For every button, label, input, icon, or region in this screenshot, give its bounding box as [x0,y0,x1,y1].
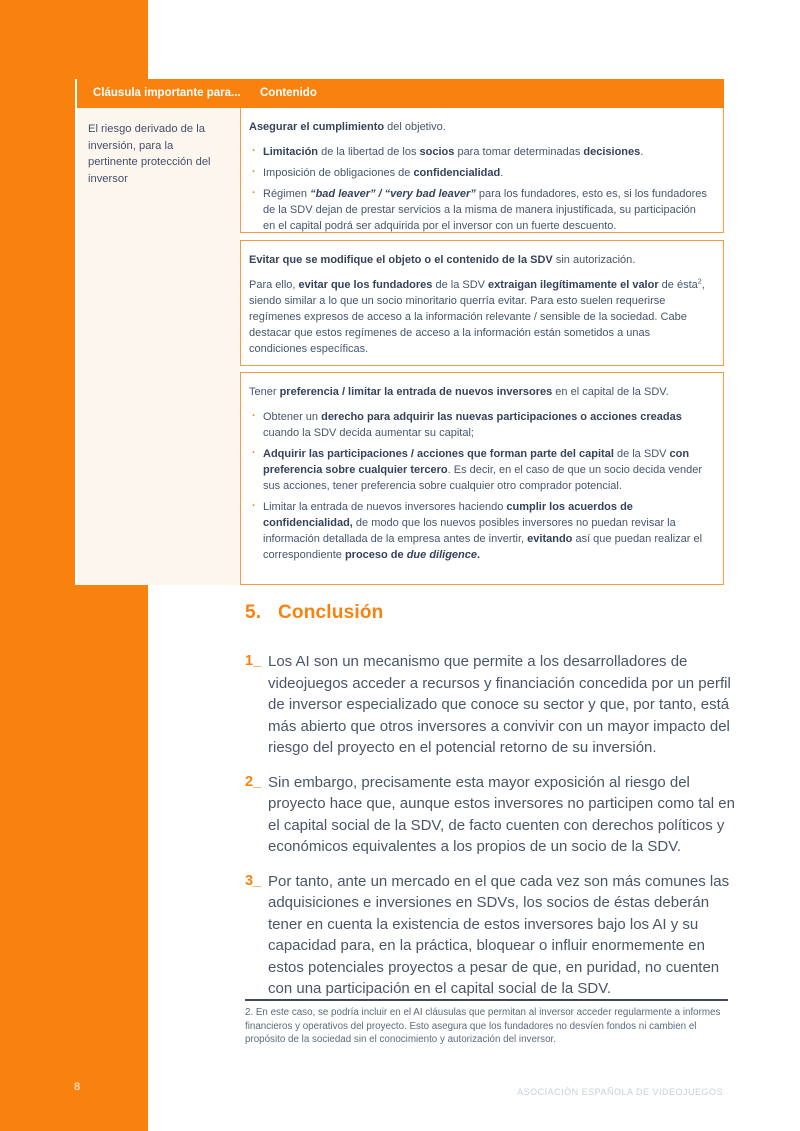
item-text: Por tanto, ante un mercado en el que cada vez son más comunes las adquisiciones e inversiones en SDVs, los socios de éstas deberán tener en cuenta la existencia de estos inversores bajo los AI y su capacidad para, en la práctica, bloquear o influir enormemente en estos potenciales proyectos a pesar de que, en puridad, no cuenten con una participación en el capital social de la SDV. [268,872,730,997]
block1-bullet-list [249,144,709,234]
item-marker: 3_ [245,872,262,889]
bullet-item: · Imposición de obligaciones de confidencialidad. [249,165,709,181]
page-number: 8 [74,1081,81,1093]
section-heading-conclusion [245,602,383,624]
footnote-divider [245,999,728,1001]
table-header-row [77,79,724,108]
conclusion-item-3 [245,871,735,1000]
table-header-contenido: Contenido [260,87,317,99]
table-content-column [240,108,724,585]
section-number: 5. [245,602,262,623]
conclusion-item-2 [245,772,735,858]
section-title: Conclusión [278,602,384,623]
content-block-preferencia [240,372,724,585]
bullet-item: · Limitar la entrada de nuevos inversores haciendo cumplir los acuerdos de confidencialidad, de modo que los nuevos posibles inversores no puedan revisar la información detallada de la empresa antes de invertir, evitando así que puedan realizar el correspondiente proceso de due diligence. [249,499,709,563]
item-text: Los AI son un mecanismo que permite a los desarrolladores de videojuegos acceder a recursos y financiación concedida por un perfil de inversor especializado que conoce su sector y que, por tanto, está más abierto que otros inversores a convivir con un mayor impacto del riesgo del proyecto en el potencial retorno de su inversión. [268,653,731,756]
block2-intro: Evitar que se modifique el objeto o el contenido de la SDV sin autorización. [249,254,636,266]
conclusion-list [245,651,735,1013]
block3-intro: Tener preferencia / limitar la entrada de nuevos inversores en el capital de la SDV. [249,386,669,398]
item-text: Sin embargo, precisamente esta mayor exposición al riesgo del proyecto hace que, aunque estos inversores no participen como tal en el capital social de la SDV, de facto cuenten con derechos políticos y económicos equivalentes a los propios de un socio de la SDV. [268,773,735,855]
bullet-item: · Régimen “bad leaver” / “very bad leaver” para los fundadores, esto es, si los fundadores de la SDV dejan de prestar servicios a la misma de manera injustificada, su participación en el capital podrá ser adquirida por el inversor con un fuerte descuento. [249,186,709,234]
orange-left-strip [0,0,75,585]
bullet-item: · Adquirir las participaciones / acciones que forman parte del capital de la SDV con preferencia sobre cualquier tercero. Es decir, en el caso de que un socio decida vender sus acciones, tener preferencia sobre cualquier otro comprador potencial. [249,446,709,494]
bullet-item: · Obtener un derecho para adquirir las nuevas participaciones o acciones creadas cuando la SDV decida aumentar su capital; [249,409,709,441]
table-body [77,108,724,585]
block3-bullet-list [249,409,709,563]
block2-paragraph: Para ello, evitar que los fundadores de la SDV extraigan ilegítimamente el valor de ésta$^2$, siendo similar a lo que un socio minoritario querría evitar. Para esto suelen requerirse regímenes expresos de acceso a la información relevante / sensible de la sociedad. Cabe destacar que estos regímenes de acceso a la información están sometidos a unas condiciones específicas. [249,277,705,355]
table-row-label-cell: El riesgo derivado de la inversión, para la pertinente protección del inversor [77,108,240,585]
bullet-item: · Limitación de la libertad de los socios para tomar determinadas decisiones. [249,144,709,160]
item-marker: 1_ [245,653,262,669]
footnote-text: 2. En este caso, se podría incluir en el AI cláusulas que permitan al inversor acceder regularmente a informes financieros y operativos del proyecto. Esto asegura que los fundadores no desvíen fondos ni cambien el propósito de la sociedad sin el conocimiento y autorización del inversor. [245,1007,721,1045]
content-block-asegurar [240,108,724,233]
conclusion-item-1 [245,651,735,759]
content-block-evitar [240,240,724,366]
block1-intro: Asegurar el cumplimiento del objetivo. [249,121,446,133]
table-header-clausula: Cláusula importante para... [93,87,241,99]
orange-bottom-block [0,585,148,1131]
footer-organization: ASOCIACIÓN ESPAÑOLA DE VIDEOJUEGOS [517,1087,723,1097]
item-marker: 2_ [245,773,262,790]
